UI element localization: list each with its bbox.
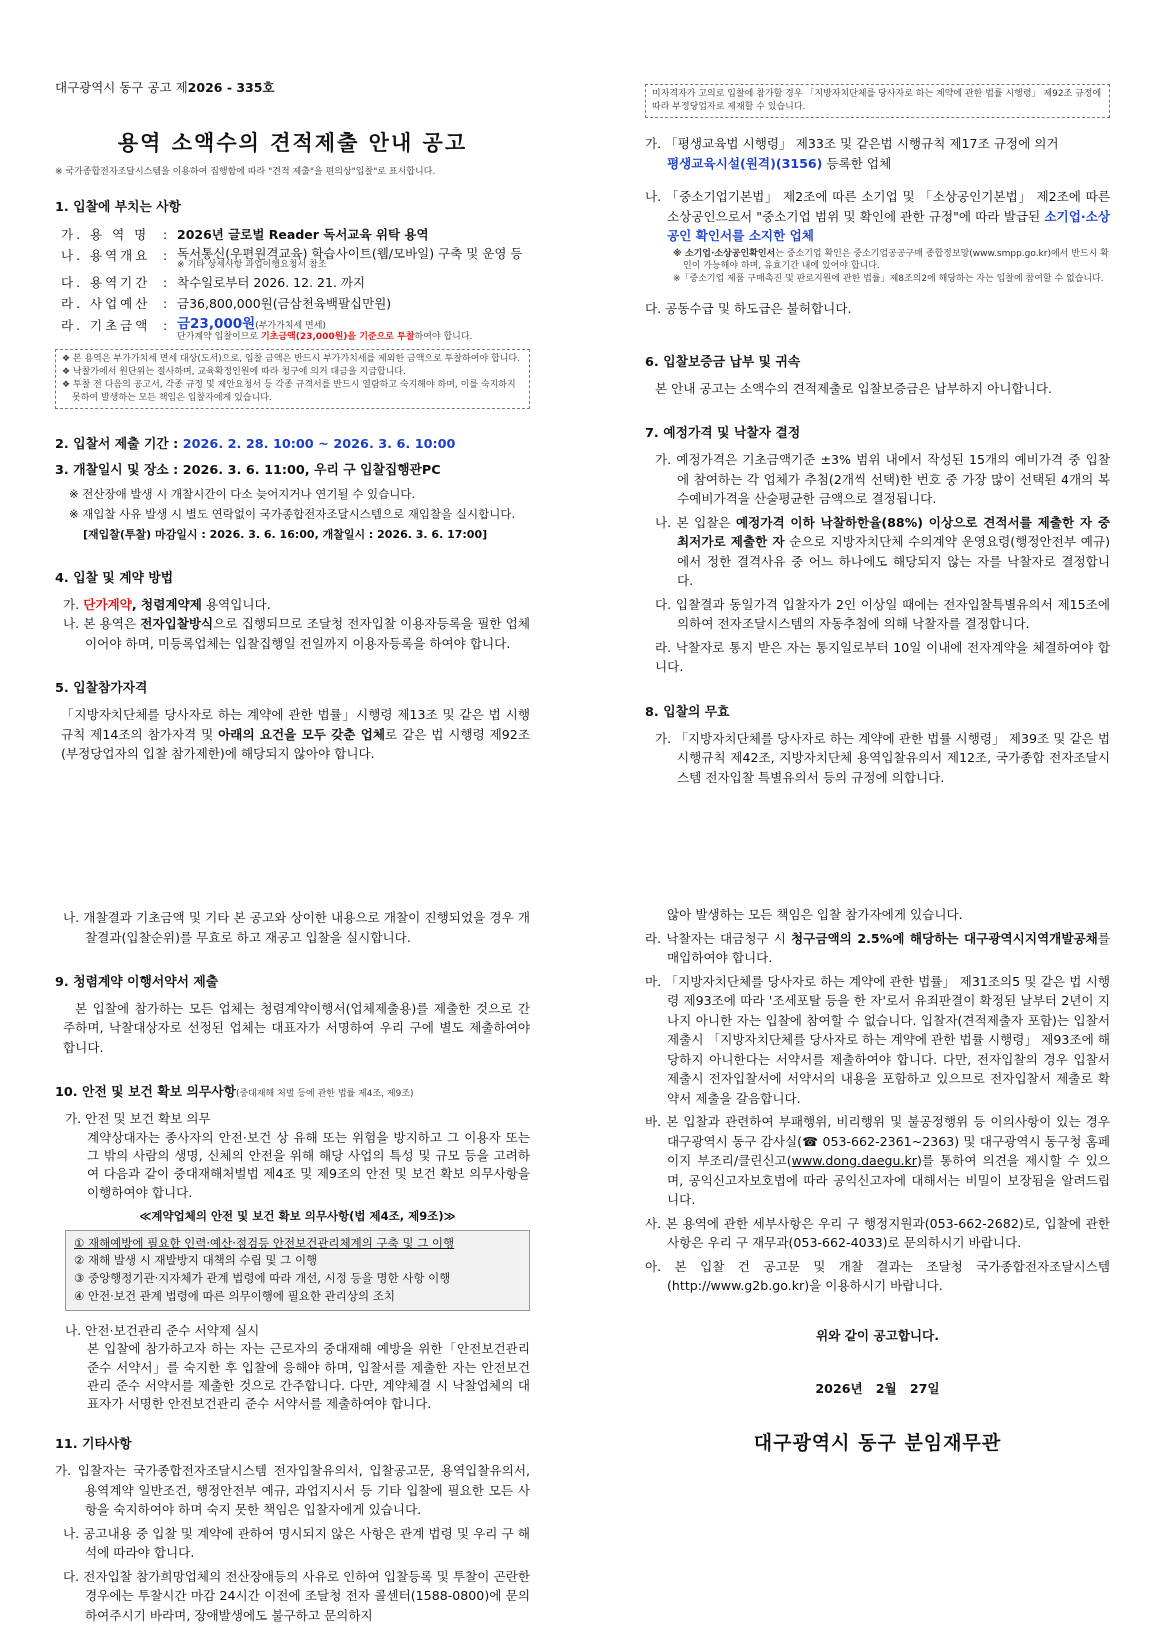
invalid-bid-rule: 가. 「지방자치단체를 당사자로 하는 계약에 관한 법률 시행령」 제39조 및 같은 법 시행규칙 제42조, 지방자치단체 용역입찰유의서 제12조, 국가종합 전자조달시스템 전자입찰 특별유의서 등의 규정에 의합니다. <box>655 730 1110 785</box>
section-3-heading: 3. 개찰일시 및 장소 : 2026. 3. 6. 11:00, 우리 구 입찰집행관PC <box>55 462 441 478</box>
contract-type: 가. 단가계약, 청렴계약제 용역입니다. <box>63 596 271 612</box>
misc-item-f: 바. 본 입찰과 관련하여 부패행위, 비리행위 및 불공정행위 등 이의사항이 있는 경우 대구광역시 동구 감사실(☎ 053-662-2361~2363) 및 대구광역시 동구청 홈페이지 부조리/클린신고(www.dong.daegu.kr)를 통하여 의견을 제시할 수 있으며, 공익신고자보호법에 따라 공익신고자에 대해서는 비밀이 보장됨을 알려드립니다. <box>645 1114 1110 1208</box>
row-value <box>177 224 522 245</box>
bid-method: 나. 본 용역은 전자입찰방식으로 집행되므로 조달청 전자입찰 이용자등록을 필한 업체이어야 하며, 미등록업체는 입찰집행일 전일까지 이용자등록을 하여야 합니다. <box>63 616 530 651</box>
section-1-heading: 1. 입찰에 부치는 사항 <box>55 199 182 215</box>
price-rule-a: 가. 예정가격은 기초금액기준 ±3% 범위 내에서 작성된 15개의 예비가격 중 입찰에 참여하는 각 업체가 추첨(2개씩 선택)한 번호 중 가장 많이 선택된 4개의 복수예비가격을 산술평균한 금액으로 결정됩니다. <box>655 452 1110 507</box>
obligation-box <box>65 1230 530 1311</box>
left-column-top <box>55 78 530 764</box>
row-label: 라. 사업예산 <box>61 296 151 312</box>
ref-prefix: 대구광역시 동구 공고 제 <box>55 80 188 95</box>
obligation-item: ③ 중앙행정기관·지자체가 관계 법령에 따라 개선, 시정 등을 명한 사항 이행 <box>74 1271 451 1286</box>
section-11-body <box>55 1461 530 1625</box>
price-rule-c: 다. 입찰결과 동일가격 입찰자가 2인 이상일 때에는 전자입찰특별유의서 제15조에 의하여 전자조달시스템의 자동추첨에 의해 낙찰자를 결정합니다. <box>655 596 1110 632</box>
service-name: 2026년 글로벌 Reader 독서교육 위탁 용역 <box>177 226 429 242</box>
safety-pledge-heading: 나. 안전·보건관리 준수 서약제 실시 <box>65 1322 260 1338</box>
title-subnote: ※ 국가종합전자조달시스템을 이용하여 집행함에 따라 "견적 제출"을 편의상"입찰"로 표시합니다. <box>55 166 436 177</box>
qualification-b-notes: ※ 소기업·소상공인확인서는 중소기업 확인은 중소기업공공구매 종합정보망(www.smpp.go.kr)에서 반드시 확인이 가능해야 하며, 유효기간 내에 있어야 합니다. ※「중소기업 제품 구매촉진 및 판로지원에 관한 법률」제8조의2에 해당하는 자는 입찰에 참여할 수 없습니다. <box>673 248 1109 284</box>
row-label: 다. 용역기간 <box>61 274 151 290</box>
qualification-b: 나. 「중소기업기본법」 제2조에 따른 소기업 및 「소상공인기본법」 제2조에 따른 소상공인으로서 "중소기업 범위 및 확인에 관한 규정"에 따라 발급된 소기업·소상공인 확인서를 소지한 업체 <box>645 189 1110 244</box>
bid-item-row: 가. 용 역 명 : 2026년 글로벌 Reader 독서교육 위탁 용역 <box>55 224 522 245</box>
bid-item-row: 다. 용역기간 : 착수일로부터 2026. 12. 21. 까지 <box>55 272 522 293</box>
misc-item-g: 사. 본 용역에 관한 세부사항은 우리 구 행정지원과(053-662-2682)로, 입찰에 관한 사항은 우리 구 재무과(053-662-4033)로 문의하시기 바랍니다. <box>645 1215 1110 1251</box>
deposit-text: 본 안내 공고는 소액수의 견적제출로 입찰보증금은 납부하지 아니합니다. <box>655 380 1052 396</box>
section-4-body <box>55 595 530 654</box>
issuer-signature: 대구광역시 동구 분임재무관 <box>753 1431 1002 1454</box>
caution-box <box>55 349 530 409</box>
misc-item-d: 라. 낙찰자는 대금청구 시 청구금액의 2.5%에 해당하는 대구광역시지역개발공채를 매입하여야 합니다. <box>645 930 1111 966</box>
price-rule-b: 나. 본 입찰은 예정가격 이하 낙찰하한율(88%) 이상으로 견적서를 제출한 자 중 최저가로 제출한 자 순으로 지방자치단체 수의계약 운영요령(행정안전부 예규)에서 정한 결격사유 중 어느 하나에도 해당되지 않는 자를 낙찰자로 결정합니다. <box>655 514 1110 589</box>
section-11-heading: 11. 기타사항 <box>55 1437 132 1453</box>
obligation-item: ④ 안전·보건 관계 법령에 따른 의무이행에 필요한 관리상의 조치 <box>74 1289 395 1303</box>
section-7-heading: 7. 예정가격 및 낙찰자 결정 <box>645 426 801 442</box>
bid-items-table <box>55 224 522 345</box>
obligation-item: ① 재해예방에 필요한 인력·예산·점검등 안전보건관리체계의 구축 및 그 이행 <box>74 1235 455 1250</box>
notice-date: 2026년 2월 27일 <box>815 1381 940 1397</box>
misc-item-e: 마. 「지방자치단체를 당사자로 하는 계약에 관한 법률」 제31조의5 및 같은 법 시행령 제93조에 따라 '조세포탈 등을 한 자'로서 유죄판결이 확정된 날부터 2년이 지나지 아니한 자는 입찰에 참여할 수 없습니다. 입찰자(견적제출자 포함)는 입찰서 제출시 「지방자치단체를 당사자로 하는 계약에 관한 법률 시행령」 제93조에 해당하지 아니한다는 서약서를 제출하여야 합니다. 다만, 전자입찰의 경우 입찰서 제출시 전자입찰서에 서약서의 내용을 포함하고 있으므로 전자입찰서 제출로 확약서 제출을 갈음합니다. <box>645 973 1110 1106</box>
row-value <box>177 315 522 345</box>
obligation-item: ② 재해 발생 시 재발방지 대책의 수립 및 그 이행 <box>74 1253 318 1268</box>
misc-item-h: 아. 본 입찰 건 공고문 및 개찰 결과는 조달청 국가종합전자조달시스템(http://www.g2b.go.kr)을 이용하시기 바랍니다. <box>645 1258 1110 1294</box>
section-8-heading: 8. 입찰의 무효 <box>645 704 730 720</box>
notice-reference <box>55 78 530 97</box>
bid-item-row: 라. 기초금액 : 금23,000원(부가가치세 면세) 단가계약 입찰이므로 기초금액(23,000원)을 기준으로 투찰하여야 합니다. <box>55 315 522 345</box>
rebid-schedule: [재입찰(투찰) 마감일시 : 2026. 3. 6. 16:00, 개찰일시 : 2026. 3. 6. 17:00] <box>83 528 488 542</box>
base-vat: (부가가치세 면세) <box>255 320 326 331</box>
price-rule-d: 라. 낙찰자로 통지 받은 자는 통지일로부터 10일 이내에 전자계약을 체결하여야 합니다. <box>655 639 1110 675</box>
note-item: ※ 전산장애 발생 시 개찰시간이 다소 늦어지거나 연기될 수 있습니다. <box>69 487 416 502</box>
submission-period: 2026. 2. 28. 10:00 ~ 2026. 3. 6. 10:00 <box>182 436 456 452</box>
misc-item-c: 다. 전자입찰 참가희망업체의 전산장애등의 사유로 인하여 입찰등록 및 투찰이 곤란한 경우에는 투찰시간 마감 24시간 이전에 조달청 전자 콜센터(1588-0800)에 문의하여주시기 바라며, 장애발생에도 불구하고 문의하지 <box>63 1568 530 1623</box>
misc-item-c-continued: 않아 발생하는 모든 책임은 입찰 참가자에게 있습니다. <box>667 907 963 922</box>
row-label: 가. 용 역 명 <box>61 226 150 242</box>
continued-note-box: 미자격자가 고의로 입찰에 참가할 경우 「지방자치단체를 당사자로 하는 계약에 관한 법률 시행령」 제92조 규정에 따라 부정당업자로 제재할 수 있습니다. <box>645 84 1110 118</box>
ref-number: 2026 - 335호 <box>187 80 275 95</box>
right-column-bottom <box>645 905 1110 1458</box>
qualification-c: 다. 공동수급 및 하도급은 불허합니다. <box>645 301 852 317</box>
note-item: ※ 재입찰 사유 발생 시 별도 연락없이 국가종합전자조달시스템으로 재입찰을 실시합니다. <box>69 507 516 522</box>
page-title: 용역 소액수의 견적제출 안내 공고 <box>117 131 468 156</box>
row-value: 착수일로부터 2026. 12. 21. 까지 <box>177 274 366 290</box>
row-label: 나. 용역개요 <box>61 248 151 264</box>
row-value: 금36,800,000원(금삼천육백팔십만원) <box>177 296 392 312</box>
caution-item: ❖ 낙찰가에서 원단위는 절사하며, 교육확정인원에 따라 청구에 의거 대금을 지급합니다. <box>62 366 406 377</box>
bid-item-row: 나. 용역개요 : 독서통신(우편원격교육) 학습사이트(웹/모바일) 구축 및 운영 등 ※ 기타 상세사항 과업이행요청서 참조 <box>55 245 522 272</box>
row-value <box>177 245 522 272</box>
misc-item-a: 가. 입찰자는 국가종합전자조달시스템 전자입찰유의서, 입찰공고문, 용역입찰유의서, 용역계약 일반조건, 행정안전부 예규, 과업지시서 등 기타 입찰에 필요한 모든 사항을 숙지하여야 하며 숙지 못한 책임은 입찰자에게 있습니다. <box>55 1463 530 1518</box>
safety-pledge-text: 본 입찰에 참가하고자 하는 자는 근로자의 중대재해 예방을 위한「안전보건관리 준수 서약서」를 숙지한 후 입찰에 응해야 하며, 입찰서를 제출한 자는 안전보건관리 준수 서약서를 제출한 것으로 간주합니다. 다만, 계약체결 시 낙찰업체의 대표자가 서명한 안전보건관리 준수 서약서를 제출하여야 합니다. <box>87 1341 530 1412</box>
integrity-text: 본 입찰에 참가하는 모든 업체는 청렴계약이행서(업체제출용)를 제출한 것으로 간주하며, 낙찰대상자로 선정된 업체는 대표자가 서명하여 우리 구에 별도 제출하여야 합니다. <box>63 1000 530 1055</box>
base-amount: 금23,000원 <box>177 315 256 332</box>
qualification-text: 「지방자치단체를 당사자로 하는 계약에 관한 법률」시행령 제13조 및 같은 법 시행규칙 제14조의 참가자격 및 아래의 요건을 모두 갖춘 업체로 같은 법 시행령 제92조(부정당업자의 입찰 참가제한)에 해당되지 않아야 합니다. <box>61 707 530 762</box>
section-2-heading: 2. 입찰서 제출 기간 : 2026. 2. 28. 10:00 ~ 2026. 3. 6. 10:00 <box>55 436 456 452</box>
right-column-top <box>645 84 1110 787</box>
section-10-body <box>55 1109 530 1413</box>
base-note: 단가계약 입찰이므로 기초금액(23,000원)을 기준으로 투찰하여야 합니다. <box>177 331 473 342</box>
closing-statement: 위와 같이 공고합니다. <box>815 1327 940 1343</box>
section-3-notes <box>55 486 530 543</box>
safety-duty-heading: 가. 안전 및 보건 확보 의무 <box>65 1111 211 1127</box>
obligation-box-title: ≪계약업체의 안전 및 보건 확보 의무사항(법 제4조, 제9조)≫ <box>139 1208 456 1223</box>
clean-report-link[interactable]: www.dong.daegu.kr <box>791 1153 917 1169</box>
safety-duty-text: 계약상대자는 종사자의 안전·보건 상 유해 또는 위험을 방지하고 그 이용자 또는 그 밖의 사람의 생명, 신체의 안전을 위해 해당 사업의 특성 및 규모 등을 고려하여 다음과 같이 중대재해처벌법 제4조 및 제9조의 안전 및 보건 확보 의무사항을 이행하여야 합니다. <box>87 1129 530 1200</box>
service-overview: 독서통신(우편원격교육) 학습사이트(웹/모바일) 구축 및 운영 등 <box>177 246 523 262</box>
bid-item-row: 라. 사업예산 : 금36,800,000원(금삼천육백팔십만원) <box>55 293 522 314</box>
invalid-bid-rule-b: 나. 개찰결과 기초금액 및 기타 본 공고와 상이한 내용으로 개찰이 진행되었을 경우 개찰결과(입찰순위)를 무효로 하고 재공고 입찰을 실시합니다. <box>63 910 530 945</box>
section-4-heading: 4. 입찰 및 계약 방법 <box>55 571 174 587</box>
qualification-a: 가. 「평생교육법 시행령」 제33조 및 같은법 시행규칙 제17조 규정에 의거 평생교육시설(원격)(3156) 등록한 업체 <box>645 136 1059 171</box>
service-overview-note: ※ 기타 상세사항 과업이행요청서 참조 <box>177 260 327 271</box>
section-6-heading: 6. 입찰보증금 납부 및 귀속 <box>645 354 801 370</box>
section-10-heading: 10. 안전 및 보건 확보 의무사항(중대재해 처벌 등에 관한 법률 제4조, 제9조) <box>55 1085 414 1101</box>
left-column-bottom <box>55 908 530 1625</box>
section-5-heading: 5. 입찰참가자격 <box>55 681 148 697</box>
caution-item: ❖ 본 용역은 부가가치세 면세 대상(도서)으로, 입찰 금액은 반드시 부가가치세를 제외한 금액으로 투찰하여야 합니다. <box>62 353 520 364</box>
caution-item: ❖ 투찰 전 다음의 공고서, 각종 규정 및 제안요청서 등 각종 규격서를 반드시 열람하고 숙지해야 하며, 이를 숙지하지 못하여 발생하는 모든 책임은 입찰자에게 있습니다. <box>62 379 516 403</box>
section-9-heading: 9. 청렴계약 이행서약서 제출 <box>55 975 219 991</box>
misc-item-b: 나. 공고내용 중 입찰 및 계약에 관하여 명시되지 않은 사항은 관계 법령 및 우리 구 해석에 따라야 합니다. <box>63 1525 530 1561</box>
section-7-body <box>645 450 1110 677</box>
row-label: 라. 기초금액 <box>61 317 151 333</box>
